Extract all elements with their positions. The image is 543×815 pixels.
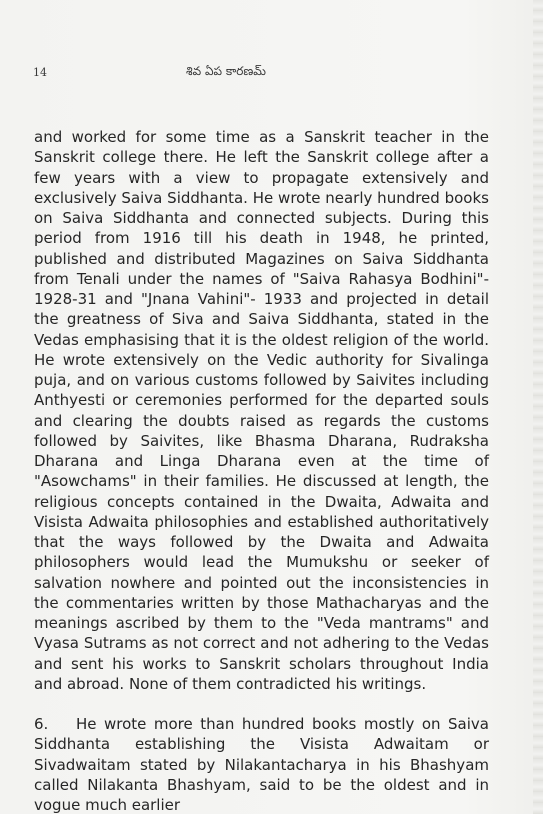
page-edge (533, 0, 543, 814)
paragraph-number: 6. (34, 715, 49, 733)
paragraph-2 (34, 714, 489, 815)
paragraph-2-text: He wrote more than hundred books mostly on Saiva Siddhanta establishing the Visista Adwaitam or Sivadwaitam stated by Nilakantacharya in his Bhashyam called Nilakanta Bhashyam, said to be the oldest and in vogue much earlier (34, 715, 489, 814)
page-number: 14 (33, 66, 47, 79)
running-title: శివ ఏప కారణమ్ (186, 64, 266, 78)
body-text (34, 127, 489, 815)
paragraph-1: and worked for some time as a Sanskrit teacher in the Sanskrit college there. He left the Sanskrit college after a few years with a view to propagate extensively and exclusively Saiva Siddhanta. He wrote nearly hundred books on Saiva Siddhanta and connected subjects. During this period from 1916 till his death in 1948, he printed, published and distributed Magazines on Saiva Siddhanta from Tenali under the names of "Saiva Rahasya Bodhini"- 1928-31 and "Jnana Vahini"- 1933 and projected in detail the greatness of Siva and Saiva Siddhanta, stated in the Vedas emphasising that it is the oldest religion of the world. He wrote extensively on the Vedic authority for Sivalinga puja, and on various customs followed by Saivites including Anthyesti or ceremonies performed for the departed souls and clearing the doubts raised as regards the customs followed by Saivites, like Bhasma Dharana, Rudraksha Dharana and Linga Dharana even at the time of "Asowchams" in their families. He discussed at length, the religious concepts contained in the Dwaita, Adwaita and Visista Adwaita philosophies and established authoritatively that the ways followed by the Dwaita and Adwaita philosophers would lead the Mumukshu or seeker of salvation nowhere and pointed out the inconsistencies in the commentaries written by those Mathacharyas and the meanings ascribed by them to the "Veda mantrams" and Vyasa Sutrams as not correct and not adhering to the Vedas and sent his works to Sanskrit scholars throughout India and abroad. None of them contradicted his writings. (34, 128, 489, 693)
